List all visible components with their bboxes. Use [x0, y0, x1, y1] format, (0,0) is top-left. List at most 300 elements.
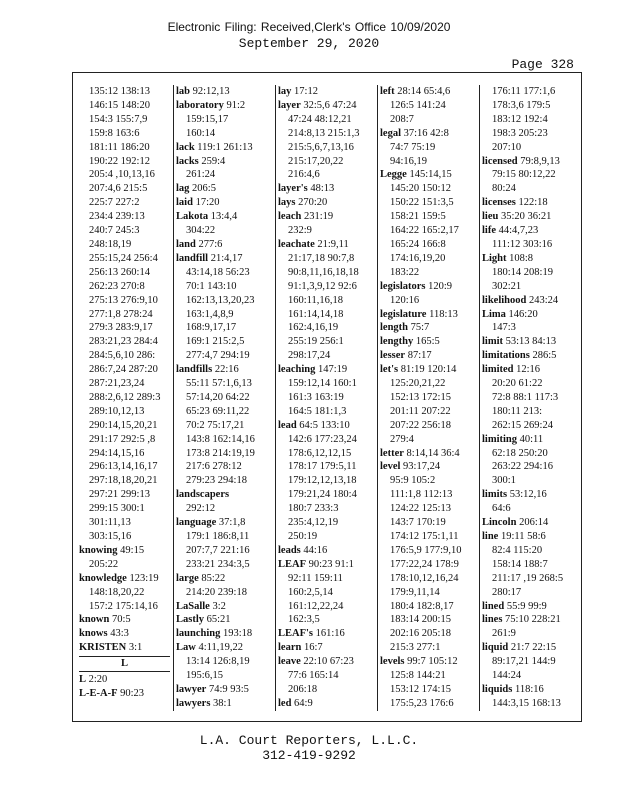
index-term: lead: [278, 419, 297, 431]
page-line-references: 174:16,19,20: [390, 252, 446, 264]
page-line-references: 235:4,12,19: [288, 517, 339, 529]
index-entry-continuation: [482, 655, 578, 669]
index-entry-continuation: [79, 280, 170, 294]
index-entry-continuation: [278, 321, 374, 335]
page-line-references: 173:8 214:19,19: [186, 447, 255, 459]
index-entry-continuation: [79, 474, 170, 488]
page-line-references: 279:3 283:9,17: [89, 322, 153, 334]
index-term: Lakota: [176, 211, 209, 223]
page-line-references: 16:7: [303, 642, 323, 654]
index-entry-continuation: [380, 391, 476, 405]
index-entry: [176, 613, 272, 627]
index-term: lines: [482, 614, 503, 626]
page-line-references: 255:19 256:1: [288, 336, 344, 348]
index-term: line: [482, 531, 499, 542]
index-entry: [278, 363, 374, 377]
page-line-references: 143:8 162:14,16: [186, 433, 255, 445]
index-entry-continuation: [482, 669, 578, 683]
index-term: lawyer: [176, 683, 207, 695]
index-entry: [176, 516, 272, 530]
index-entry: [482, 433, 578, 447]
index-entry: [482, 224, 578, 238]
page-line-references: 37:1,8: [218, 517, 246, 529]
index-term: limitations: [482, 350, 530, 362]
page-line-references: 21:9,11: [317, 238, 349, 250]
index-entry-continuation: [176, 433, 272, 447]
index-entry-continuation: [380, 294, 476, 308]
page-line-references: 178:3,6 179:5: [492, 99, 551, 111]
index-entry-continuation: [278, 377, 374, 391]
index-entry-continuation: [380, 377, 476, 391]
page-line-references: 38:1: [213, 697, 232, 709]
index-term: Legge: [380, 169, 407, 181]
index-term: licensed: [482, 155, 518, 167]
index-entry: [79, 613, 170, 627]
page-line-references: 146:15 148:20: [89, 99, 150, 111]
index-term: leachate: [278, 238, 315, 250]
page-line-references: 90:23: [120, 687, 145, 699]
index-entry-continuation: [79, 502, 170, 516]
index-term: liquid: [482, 642, 509, 654]
index-entry-continuation: [176, 113, 272, 127]
page-line-references: 162:13,13,20,23: [186, 294, 255, 306]
page-line-references: 64:5 133:10: [299, 419, 350, 431]
page-line-references: 94:16,19: [390, 155, 428, 167]
index-term: left: [380, 86, 395, 97]
index-column-4: [380, 85, 476, 711]
index-entry-continuation: [278, 572, 374, 586]
index-entry-continuation: [380, 600, 476, 614]
index-entry-continuation: [79, 516, 170, 530]
index-term: limiting: [482, 433, 518, 445]
index-entry: [278, 85, 374, 99]
page-line-references: 2:20: [88, 674, 108, 686]
index-term: leach: [278, 211, 302, 223]
index-entry: [482, 349, 578, 363]
index-term: LEAF's: [278, 628, 314, 640]
page-line-references: 277:6: [198, 238, 223, 250]
index-entry: [176, 210, 272, 224]
page-line-references: 4:11,19,22: [198, 642, 243, 654]
page-line-references: 206:18: [288, 683, 318, 695]
index-entry: [278, 697, 374, 711]
index-entry-continuation: [380, 558, 476, 572]
page-line-references: 270:20: [298, 197, 328, 209]
page-line-references: 205:22: [89, 558, 119, 570]
index-entry-continuation: [278, 600, 374, 614]
index-entry: [380, 280, 476, 294]
page-line-references: 161:12,22,24: [288, 600, 344, 612]
index-term: letter: [380, 447, 404, 459]
page-line-references: 143:7 170:19: [390, 517, 446, 529]
index-entry-continuation: [380, 419, 476, 433]
page-line-references: 154:3 155:7,9: [89, 113, 148, 125]
index-entry-continuation: [380, 697, 476, 711]
page-line-references: 262:23 270:8: [89, 280, 145, 292]
index-entry-continuation: [380, 516, 476, 530]
index-entry-continuation: [380, 627, 476, 641]
page-line-references: 297:21 299:13: [89, 489, 150, 501]
page-line-references: 8:14,14 36:4: [406, 447, 460, 459]
page-line-references: 111:1,8 112:13: [390, 489, 453, 501]
index-entry: [380, 655, 476, 669]
index-entry: [380, 308, 476, 322]
index-entry: [482, 600, 578, 614]
index-entry-continuation: [79, 141, 170, 155]
page-line-references: 179:21,24 180:4: [288, 489, 357, 501]
page-line-references: 64:6: [492, 503, 511, 515]
page-line-references: 93:17,24: [403, 461, 441, 473]
page-line-references: 277:4,7 294:19: [186, 350, 250, 362]
page-line-references: 28:14 65:4,6: [397, 86, 451, 97]
page-line-references: 135:12 138:13: [89, 86, 150, 97]
page-line-references: 21:7 22:15: [510, 642, 557, 654]
index-entry-continuation: [176, 377, 272, 391]
page-line-references: 232:9: [288, 225, 312, 237]
index-entry-continuation: [176, 558, 272, 572]
page-line-references: 175:5,23 176:6: [390, 697, 454, 709]
page-line-references: 77:6 165:14: [288, 670, 339, 682]
page-line-references: 283:21,23 284:4: [89, 336, 158, 348]
page-line-references: 147:3: [492, 322, 516, 334]
index-term: Lima: [482, 308, 506, 320]
index-entry-continuation: [79, 252, 170, 266]
page-line-references: 180:14 208:19: [492, 266, 553, 278]
page-line-references: 299:15 300:1: [89, 503, 145, 515]
page-line-references: 124:22 125:13: [390, 503, 451, 515]
page-line-references: 43:3: [110, 628, 129, 640]
page-line-references: 123:19: [129, 572, 159, 584]
page-line-references: 79:15 80:12,22: [492, 169, 556, 181]
index-entry: [278, 196, 374, 210]
page-line-references: 161:14,14,18: [288, 308, 344, 320]
page-line-references: 160:2,5,14: [288, 586, 333, 598]
page-line-references: 302:21: [492, 280, 522, 292]
page-line-references: 120:9: [428, 280, 453, 292]
page-line-references: 255:15,24 256:4: [89, 252, 158, 264]
index-entry-continuation: [482, 697, 578, 711]
page-line-references: 91:1,3,9,12 92:6: [288, 280, 357, 292]
index-entry-continuation: [482, 474, 578, 488]
index-entry-continuation: [482, 502, 578, 516]
index-term: legal: [380, 127, 401, 139]
index-entry-continuation: [176, 168, 272, 182]
page-line-references: 44:16: [303, 544, 328, 556]
index-entry: [79, 641, 170, 655]
index-term: lesser: [380, 350, 406, 362]
index-term: leave: [278, 656, 301, 668]
index-column-1: [79, 85, 170, 711]
page-line-references: 47:24 48:12,21: [288, 113, 352, 125]
index-entry: [482, 155, 578, 169]
index-entry-continuation: [278, 586, 374, 600]
index-entry-continuation: [278, 447, 374, 461]
index-entry: [79, 687, 170, 701]
page-line-references: 168:9,17,17: [186, 322, 237, 334]
page-line-references: 145:20 150:12: [390, 183, 451, 195]
index-entry-continuation: [482, 168, 578, 182]
index-entry-continuation: [176, 669, 272, 683]
index-entry-continuation: [482, 405, 578, 419]
page-line-references: 55:11 57:1,6,13: [186, 378, 252, 390]
page-number: Page 328: [511, 57, 574, 72]
index-term: large: [176, 572, 199, 584]
index-entry: [380, 127, 476, 141]
page-line-references: 44:4,7,23: [498, 225, 539, 237]
reporter-phone: 312-419-9292: [262, 748, 356, 763]
index-term: laid: [176, 197, 193, 209]
page-line-references: 297:18,18,20,21: [89, 475, 158, 487]
index-entry-continuation: [380, 544, 476, 558]
page-line-references: 304:22: [186, 225, 216, 237]
index-entry: [278, 627, 374, 641]
page-line-references: 55:9 99:9: [506, 600, 547, 612]
page-line-references: 280:17: [492, 586, 522, 598]
page-line-references: 303:15,16: [89, 531, 132, 542]
index-entry-continuation: [482, 572, 578, 586]
page-line-references: 256:13 260:14: [89, 266, 150, 278]
index-entry-continuation: [482, 586, 578, 600]
index-entry-continuation: [380, 113, 476, 127]
page-line-references: 207:22 256:18: [390, 419, 451, 431]
page-line-references: 17:12: [294, 86, 318, 97]
page-line-references: 176:11 177:1,6: [492, 86, 556, 97]
index-entry: [380, 460, 476, 474]
index-term: limited: [482, 364, 514, 376]
index-entry: [176, 196, 272, 210]
page-line-references: 206:5: [192, 183, 216, 195]
index-entry-continuation: [482, 447, 578, 461]
index-term: lawyers: [176, 697, 211, 709]
index-entry: [278, 544, 374, 558]
page-line-references: 169:1 215:2,5: [186, 336, 245, 348]
page-line-references: 164:22 165:2,17: [390, 225, 459, 237]
reporter-name: L.A. Court Reporters, L.L.C.: [199, 733, 419, 748]
page-line-references: 207:10: [492, 141, 522, 153]
page-line-references: 150:22 151:3,5: [390, 197, 454, 209]
index-entry-continuation: [79, 196, 170, 210]
index-entry-continuation: [380, 669, 476, 683]
page-line-references: 144:3,15 168:13: [492, 697, 561, 709]
index-entry: [79, 572, 170, 586]
page-line-references: 217:6 278:12: [186, 461, 242, 473]
index-entry-continuation: [380, 641, 476, 655]
page-line-references: 91:2: [226, 99, 246, 111]
page-line-references: 161:16: [315, 628, 345, 640]
index-entry-continuation: [79, 405, 170, 419]
index-entry: [482, 613, 578, 627]
page-line-references: 53:12,16: [509, 489, 547, 501]
page-line-references: 262:15 269:24: [492, 419, 553, 431]
index-entry: [278, 182, 374, 196]
index-entry-continuation: [79, 294, 170, 308]
index-entry-continuation: [278, 224, 374, 238]
page-line-references: 178:17 179:5,11: [288, 461, 357, 473]
index-entry-continuation: [79, 155, 170, 169]
index-term: L: [79, 674, 87, 686]
index-entry-continuation: [482, 391, 578, 405]
page-line-references: 65:23 69:11,22: [186, 405, 250, 417]
index-term: lab: [176, 86, 191, 97]
page-line-references: 275:13 276:9,10: [89, 294, 158, 306]
index-term: Lastly: [176, 614, 205, 626]
page-line-references: 70:5: [111, 614, 131, 626]
index-entry-continuation: [79, 182, 170, 196]
page-line-references: 215:5,6,7,13,16: [288, 141, 354, 153]
index-term: knows: [79, 628, 108, 640]
page-line-references: 277:1,8 278:24: [89, 308, 153, 320]
index-entry-continuation: [79, 419, 170, 433]
index-entry-continuation: [79, 600, 170, 614]
index-entry-continuation: [482, 85, 578, 99]
page-line-references: 22:10 67:23: [303, 656, 354, 668]
page-line-references: 233:21 234:3,5: [186, 558, 250, 570]
index-term: licenses: [482, 197, 516, 209]
page-line-references: 207:4,6 215:5: [89, 183, 148, 195]
page-line-references: 19:11 58:6: [500, 531, 546, 542]
index-term: launching: [176, 628, 221, 640]
page-line-references: 17:20: [195, 197, 220, 209]
index-entry: [380, 85, 476, 99]
index-entry-continuation: [176, 655, 272, 669]
page-line-references: 159:12,14 160:1: [288, 378, 357, 390]
index-entry: [278, 238, 374, 252]
page-line-references: 195:6,15: [186, 670, 224, 682]
page-line-references: 190:22 192:12: [89, 155, 150, 167]
page-line-references: 64:9: [294, 697, 313, 709]
page-line-references: 158:14 188:7: [492, 558, 548, 570]
page-line-references: 216:4,6: [288, 169, 320, 181]
index-entry: [176, 488, 272, 502]
filing-stamp: Electronic Filing: Received,Clerk's Office 10/09/2020: [167, 20, 451, 34]
page-line-references: 90:23 91:1: [308, 558, 354, 570]
index-entry-continuation: [278, 669, 374, 683]
page-line-references: 205:4 ,10,13,16: [89, 169, 155, 181]
index-entry-continuation: [482, 419, 578, 433]
index-entry-continuation: [79, 85, 170, 99]
page-line-references: 259:4: [201, 155, 226, 167]
page-line-references: 120:16: [390, 294, 420, 306]
page-line-references: 301:11,13: [89, 517, 131, 529]
index-term: land: [176, 238, 196, 250]
index-entry: [482, 210, 578, 224]
column-divider: [377, 85, 378, 711]
index-entry: [176, 238, 272, 252]
index-entry-continuation: [176, 391, 272, 405]
index-entry: [176, 683, 272, 697]
index-entry-continuation: [278, 613, 374, 627]
index-entry: [482, 308, 578, 322]
index-entry-continuation: [278, 294, 374, 308]
page-line-references: 89:17,21 144:9: [492, 656, 556, 668]
page-line-references: 43:14,18 56:23: [186, 266, 250, 278]
page-line-references: 240:7 245:3: [89, 225, 140, 237]
page-line-references: 74:9 93:5: [208, 683, 249, 695]
page-line-references: 160:11,16,18: [288, 294, 344, 306]
index-entry-continuation: [278, 252, 374, 266]
page-line-references: 87:17: [407, 350, 432, 362]
index-entry: [482, 641, 578, 655]
page-line-references: 177:22,24 178:9: [390, 558, 459, 570]
index-term: knowing: [79, 544, 118, 556]
index-entry: [482, 488, 578, 502]
index-entry-continuation: [380, 572, 476, 586]
index-entry-continuation: [380, 224, 476, 238]
index-entry-continuation: [79, 460, 170, 474]
page-line-references: 142:6 177:23,24: [288, 433, 357, 445]
page-line-references: 153:12 174:15: [390, 683, 451, 695]
index-entry-continuation: [176, 224, 272, 238]
page-line-references: 75:10 228:21: [505, 614, 561, 626]
page-line-references: 161:3 163:19: [288, 391, 344, 403]
index-term: lag: [176, 183, 190, 195]
index-entry-continuation: [176, 335, 272, 349]
index-entry-continuation: [176, 586, 272, 600]
index-entry-continuation: [176, 419, 272, 433]
index-term: lined: [482, 600, 505, 612]
column-divider: [275, 85, 276, 711]
page-line-references: 288:2,6,12 289:3: [89, 391, 161, 403]
page-line-references: 261:9: [492, 628, 516, 640]
index-term: learn: [278, 642, 302, 654]
page-line-references: 85:22: [201, 572, 226, 584]
page-line-references: 215:17,20,22: [288, 155, 344, 167]
index-entry: [380, 335, 476, 349]
index-entry-continuation: [482, 141, 578, 155]
page-line-references: 126:5 141:24: [390, 99, 446, 111]
page-line-references: 92:12,13: [192, 86, 230, 97]
index-term: let's: [380, 364, 399, 376]
page-line-references: 148:18,20,22: [89, 586, 145, 598]
page-line-references: 144:24: [492, 670, 522, 682]
page-line-references: 13:14 126:8,19: [186, 656, 250, 668]
index-entry: [380, 447, 476, 461]
index-entry-continuation: [482, 460, 578, 474]
index-term: life: [482, 225, 496, 237]
page-line-references: 284:5,6,10 286:: [89, 350, 156, 362]
index-entry: [176, 572, 272, 586]
index-entry-continuation: [380, 155, 476, 169]
page-line-references: 202:16 205:18: [390, 628, 451, 640]
page-line-references: 90:8,11,16,18,18: [288, 266, 359, 278]
page-line-references: 62:18 250:20: [492, 447, 548, 459]
page-line-references: 163:1,4,8,9: [186, 308, 234, 320]
index-entry: [176, 600, 272, 614]
index-entry-continuation: [176, 502, 272, 516]
page-line-references: 243:24: [528, 294, 559, 306]
index-entry-continuation: [380, 683, 476, 697]
page-line-references: 286:7,24 287:20: [89, 364, 158, 376]
index-entry: [482, 516, 578, 530]
index-entry-continuation: [79, 530, 170, 544]
page-line-references: 174:12 175:1,11: [390, 531, 459, 542]
index-entry-continuation: [278, 266, 374, 280]
index-term: LEAF: [278, 558, 307, 570]
page-line-references: 32:5,6 47:24: [303, 99, 357, 111]
index-entry-continuation: [79, 558, 170, 572]
index-entry: [176, 182, 272, 196]
page-line-references: 162:4,16,19: [288, 322, 339, 334]
page-line-references: 79:8,9,13: [520, 155, 560, 167]
page-line-references: 206:14: [519, 517, 549, 529]
index-term: levels: [380, 656, 405, 668]
page-line-references: 183:12 192:4: [492, 113, 548, 125]
index-entry-continuation: [482, 377, 578, 391]
page-line-references: 12:16: [516, 364, 541, 376]
index-entry: [482, 196, 578, 210]
page-line-references: 165:5: [415, 336, 440, 348]
index-entry-continuation: [482, 182, 578, 196]
